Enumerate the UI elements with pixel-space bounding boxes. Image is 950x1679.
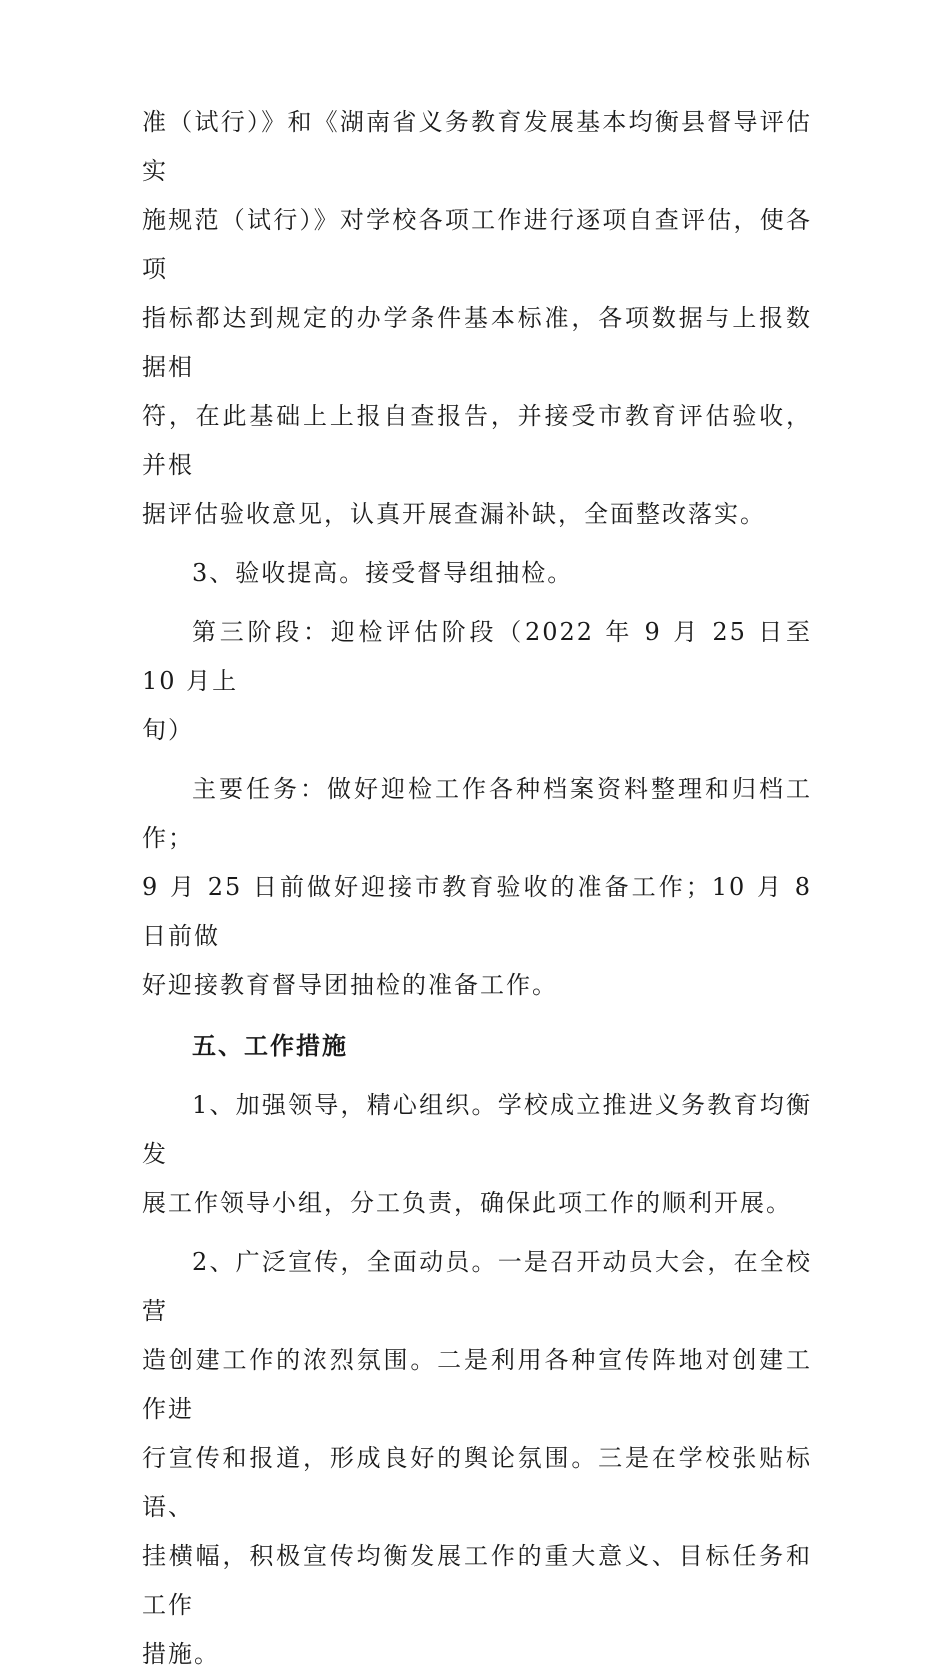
text-line: 行宣传和报道，形成良好的舆论氛围。三是在学校张贴标语、: [142, 1444, 812, 1521]
paragraph-phase-three: [142, 608, 812, 755]
text-line: 指标都达到规定的办学条件基本标准，各项数据与上报数据相: [142, 304, 812, 381]
text-line: 第三阶段：迎检评估阶段（2022 年 9 月 25 日至 10 月上: [142, 618, 812, 695]
text-line: 展工作领导小组，分工负责，确保此项工作的顺利开展。: [142, 1189, 792, 1217]
document-body: [142, 98, 812, 1679]
text-line: 符，在此基础上上报自查报告，并接受市教育评估验收，并根: [142, 402, 812, 479]
text-line: 3、验收提高。接受督导组抽检。: [192, 559, 574, 587]
text-line: 措施。: [142, 1640, 220, 1668]
paragraph-leadership: [142, 1081, 812, 1228]
text-line: 主要任务：做好迎检工作各种档案资料整理和归档工作；: [142, 775, 812, 852]
text-line: 好迎接教育督导团抽检的准备工作。: [142, 971, 558, 999]
text-line: 2、广泛宣传，全面动员。一是召开动员大会，在全校营: [142, 1248, 812, 1325]
paragraph-main-tasks: [142, 765, 812, 1010]
paragraph-evaluation-standards: [142, 98, 812, 539]
paragraph-acceptance: [142, 549, 812, 598]
heading-text: 五、工作措施: [192, 1032, 348, 1060]
text-line: 造创建工作的浓烈氛围。二是利用各种宣传阵地对创建工作进: [142, 1346, 812, 1423]
text-line: 准（试行）》和《湖南省义务教育发展基本均衡县督导评估实: [142, 108, 812, 185]
text-line: 挂横幅，积极宣传均衡发展工作的重大意义、目标任务和工作: [142, 1542, 812, 1619]
text-line: 9 月 25 日前做好迎接市教育验收的准备工作；10 月 8 日前做: [142, 873, 812, 950]
text-line: 旬）: [142, 716, 194, 744]
section-heading-work-measures: [142, 1022, 812, 1071]
text-line: 据评估验收意见，认真开展查漏补缺，全面整改落实。: [142, 500, 766, 528]
paragraph-publicity: [142, 1238, 812, 1679]
text-line: 1、加强领导，精心组织。学校成立推进义务教育均衡发: [142, 1091, 812, 1168]
text-line: 施规范（试行）》对学校各项工作进行逐项自查评估，使各项: [142, 206, 812, 283]
